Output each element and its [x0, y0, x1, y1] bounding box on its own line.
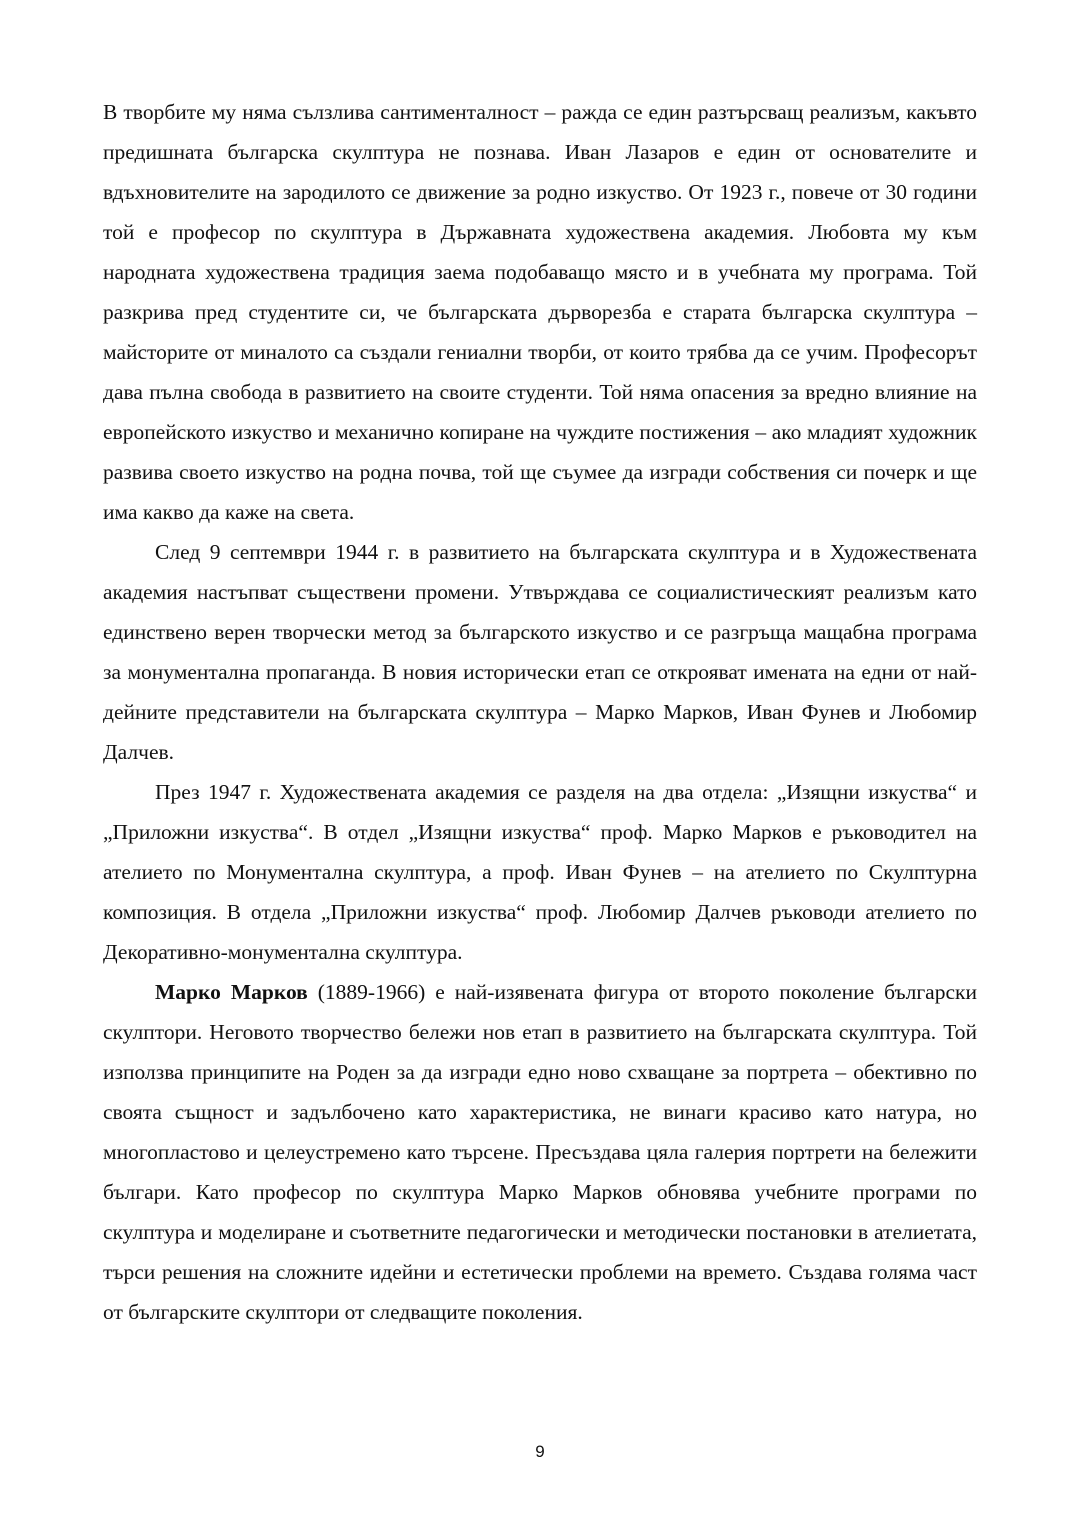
paragraph-1: В творбите му няма сълзлива сантименталност – ражда се един разтърсващ реализъм, какъвто предишната българска скулптура не познава. Иван Лазаров е един от основателите и вдъхновителите на зародилото се движение за родно изкуство. От 1923 г., повече от 30 години той е професор по скулптура в Държавната художествена академия. Любовта му към народната художествена традиция заема подобаващо място и в учебната му програма. Той разкрива пред студентите си, че българската дърворезба е старата българска скулптура – майсторите от миналото са създали гениални творби, от които трябва да се учим. Професорът дава пълна свобода в развитието на своите студенти. Той няма опасения за вредно влияние на европейското изкуство и механично копиране на чуждите постижения – ако младият художник развива своето изкуство на родна почва, той ще съумее да изгради собствения си почерк и ще има какво да каже на света. — [103, 100, 977, 524]
paragraph-2: След 9 септември 1944 г. в развитието на българската скулптура и в Художествената академия настъпват съществени промени. Утвърждава се социалистическият реализъм като единствено верен творчески метод за българското изкуство и се разгръща мащабна програма за монументална пропаганда. В новия исторически етап се открояват имената на едни от най-дейните представители на българската скулптура – Марко Марков, Иван Фунев и Любомир Далчев. — [103, 540, 977, 764]
page-number: 9 — [535, 1442, 545, 1461]
marko-markov-name: Марко Марков — [155, 980, 308, 1004]
paragraph-4 — [103, 972, 977, 1332]
paragraph-4-text: (1889-1966) е най-изявената фигура от второто поколение български скулптори. Неговото творчество бележи нов етап в развитието на българската скулптура. Той използва принципите на Роден за да изгради едно ново схващане за портрета – обективно по своята същност и задълбочено като характеристика, не винаги красиво като натура, но многопластово и целеустремено като търсене. Пресъздава цяла галерия портрети на бележити българи. Като професор по скулптура Марко Марков обновява учебните програми по скулптура и моделиране и съответните педагогически и методически постановки в ателиетата, търси решения на сложните идейни и естетически проблеми на времето. Създава голяма част от българските скулптори от следващите поколения. — [103, 980, 977, 1324]
paragraph-3: През 1947 г. Художествената академия се разделя на два отдела: „Изящни изкуства“ и „Приложни изкуства“. В отдел „Изящни изкуства“ проф. Марко Марков е ръководител на ателието по Монументална скулптура, а проф. Иван Фунев – на ателието по Скулптурна композиция. В отдела „Приложни изкуства“ проф. Любомир Далчев ръководи ателието по Декоративно-монументална скулптура. — [103, 780, 977, 964]
page-body — [103, 92, 977, 1332]
